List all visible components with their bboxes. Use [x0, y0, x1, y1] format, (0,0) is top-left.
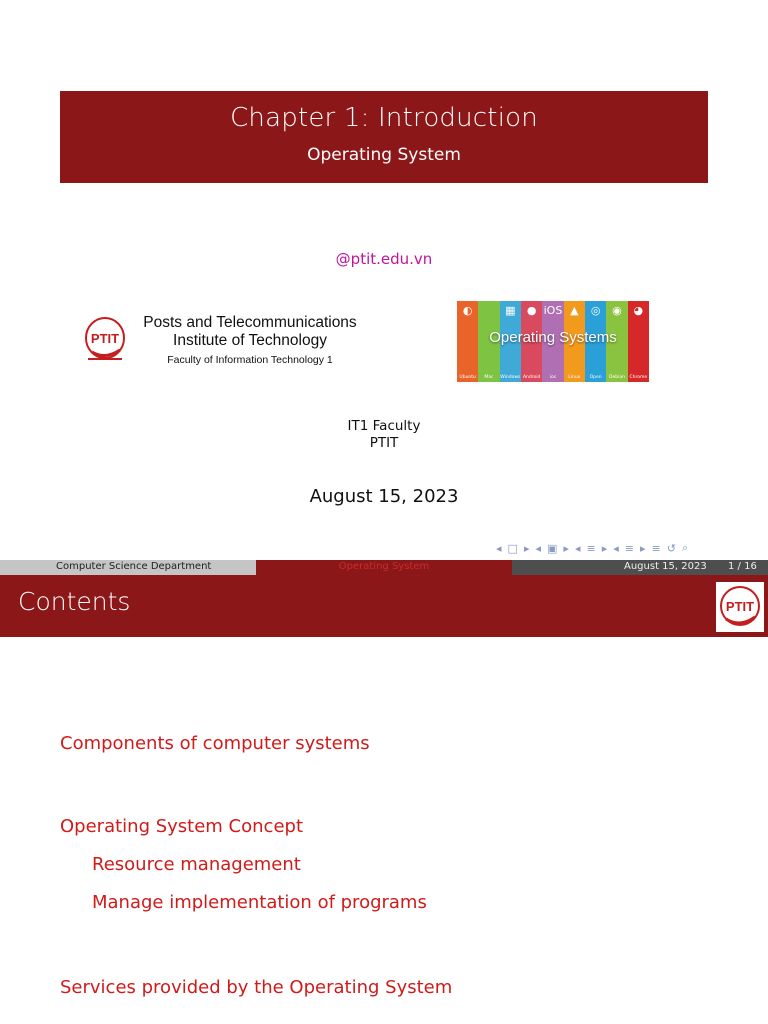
os-column-chrome [628, 301, 649, 382]
logo-line-1: Posts and Telecommunications [143, 314, 357, 331]
nav-control-icon[interactable]: ◂ [535, 541, 541, 555]
os-column-label: Debian [608, 375, 625, 380]
ptit-emblem-icon [82, 314, 128, 362]
presentation-date: August 15, 2023 [309, 486, 459, 507]
nav-control-icon[interactable]: ≡ [624, 541, 634, 555]
os-column-label: Ubuntu [459, 375, 476, 380]
nav-control-icon[interactable]: ⌕ [681, 541, 689, 554]
beamer-navigation [496, 540, 764, 556]
nav-control-icon[interactable]: ▸ [563, 541, 569, 555]
footer-course: Operating System [338, 561, 430, 572]
os-column-label: Chrome [629, 375, 648, 380]
title-block [60, 91, 708, 183]
nav-control-icon[interactable]: ↺ [666, 541, 676, 555]
slide-footer [0, 560, 768, 575]
faculty-block [0, 418, 768, 452]
contents-slide [0, 575, 768, 1024]
os-column-label: Mac [484, 375, 494, 380]
toc-resource-management[interactable]: Resource management [92, 854, 301, 875]
contents-header [0, 575, 768, 637]
operating-systems-banner [457, 301, 649, 382]
os-logo-icon: iOS [543, 304, 563, 317]
os-logo-icon: ● [526, 304, 537, 317]
os-logo-icon: ◎ [590, 304, 601, 317]
os-column-label: Linux [568, 375, 581, 380]
author-email[interactable]: @ptit.edu.vn [335, 250, 433, 268]
slide-title: Chapter 1: Introduction [230, 103, 538, 133]
footer-left [0, 560, 256, 575]
emblem-text: PTIT [90, 331, 120, 346]
footer-page-number: 1 / 16 [728, 561, 757, 572]
os-column-ios [542, 301, 563, 382]
small-emblem-text: PTIT [725, 599, 755, 614]
os-column-open [585, 301, 606, 382]
ptit-small-emblem-icon [716, 582, 764, 632]
footer-date: August 15, 2023 [624, 561, 707, 572]
footer-right [512, 560, 768, 575]
logo-line-3: Faculty of Information Technology 1 [167, 354, 333, 366]
os-column-label: ios [549, 375, 557, 380]
os-banner-title: Operating Systems [489, 329, 617, 346]
footer-department: Computer Science Department [56, 561, 212, 572]
os-column-linux [564, 301, 585, 382]
os-column-ubuntu [457, 301, 478, 382]
institute-name: PTIT [369, 435, 399, 451]
nav-control-icon[interactable]: ◂ [496, 541, 502, 555]
faculty-name: IT1 Faculty [347, 418, 421, 434]
slide-subtitle: Operating System [307, 145, 461, 165]
footer-middle [256, 560, 512, 575]
toc-os-services[interactable]: Services provided by the Operating System [60, 977, 453, 998]
os-logo-icon: ◉ [612, 304, 622, 317]
nav-control-icon[interactable]: ≡ [651, 541, 661, 555]
toc-program-management[interactable]: Manage implementation of programs [92, 892, 427, 913]
os-logo-icon: ◕ [633, 304, 644, 317]
os-column-label: Android [522, 375, 541, 380]
toc-os-concept[interactable]: Operating System Concept [60, 816, 303, 837]
nav-control-icon[interactable]: □ [507, 541, 518, 555]
nav-control-icon[interactable]: ▸ [523, 541, 530, 555]
os-column-windows [500, 301, 521, 382]
os-logo-icon: ◐ [462, 304, 473, 317]
os-logo-icon: ▲ [570, 304, 579, 317]
nav-control-icon[interactable]: ▸ [639, 541, 646, 555]
os-column-label: Windows [500, 375, 521, 380]
nav-control-icon[interactable]: ▸ [601, 541, 608, 555]
os-column-mac [478, 301, 499, 382]
ptit-small-logo [716, 582, 764, 632]
contents-heading: Contents [18, 587, 131, 616]
os-column-android [521, 301, 542, 382]
logo-line-2: Institute of Technology [173, 332, 327, 349]
nav-control-icon[interactable]: ▣ [547, 541, 558, 555]
os-logo-icon: ▦ [505, 304, 516, 317]
os-column-label: Open [589, 375, 602, 380]
nav-control-icon[interactable]: ◂ [613, 541, 619, 555]
os-column-debian [606, 301, 627, 382]
nav-control-icon[interactable]: ◂ [574, 541, 581, 555]
ptit-logo [78, 300, 368, 382]
toc-components[interactable]: Components of computer systems [60, 733, 370, 754]
nav-control-icon[interactable]: ≡ [586, 541, 596, 555]
